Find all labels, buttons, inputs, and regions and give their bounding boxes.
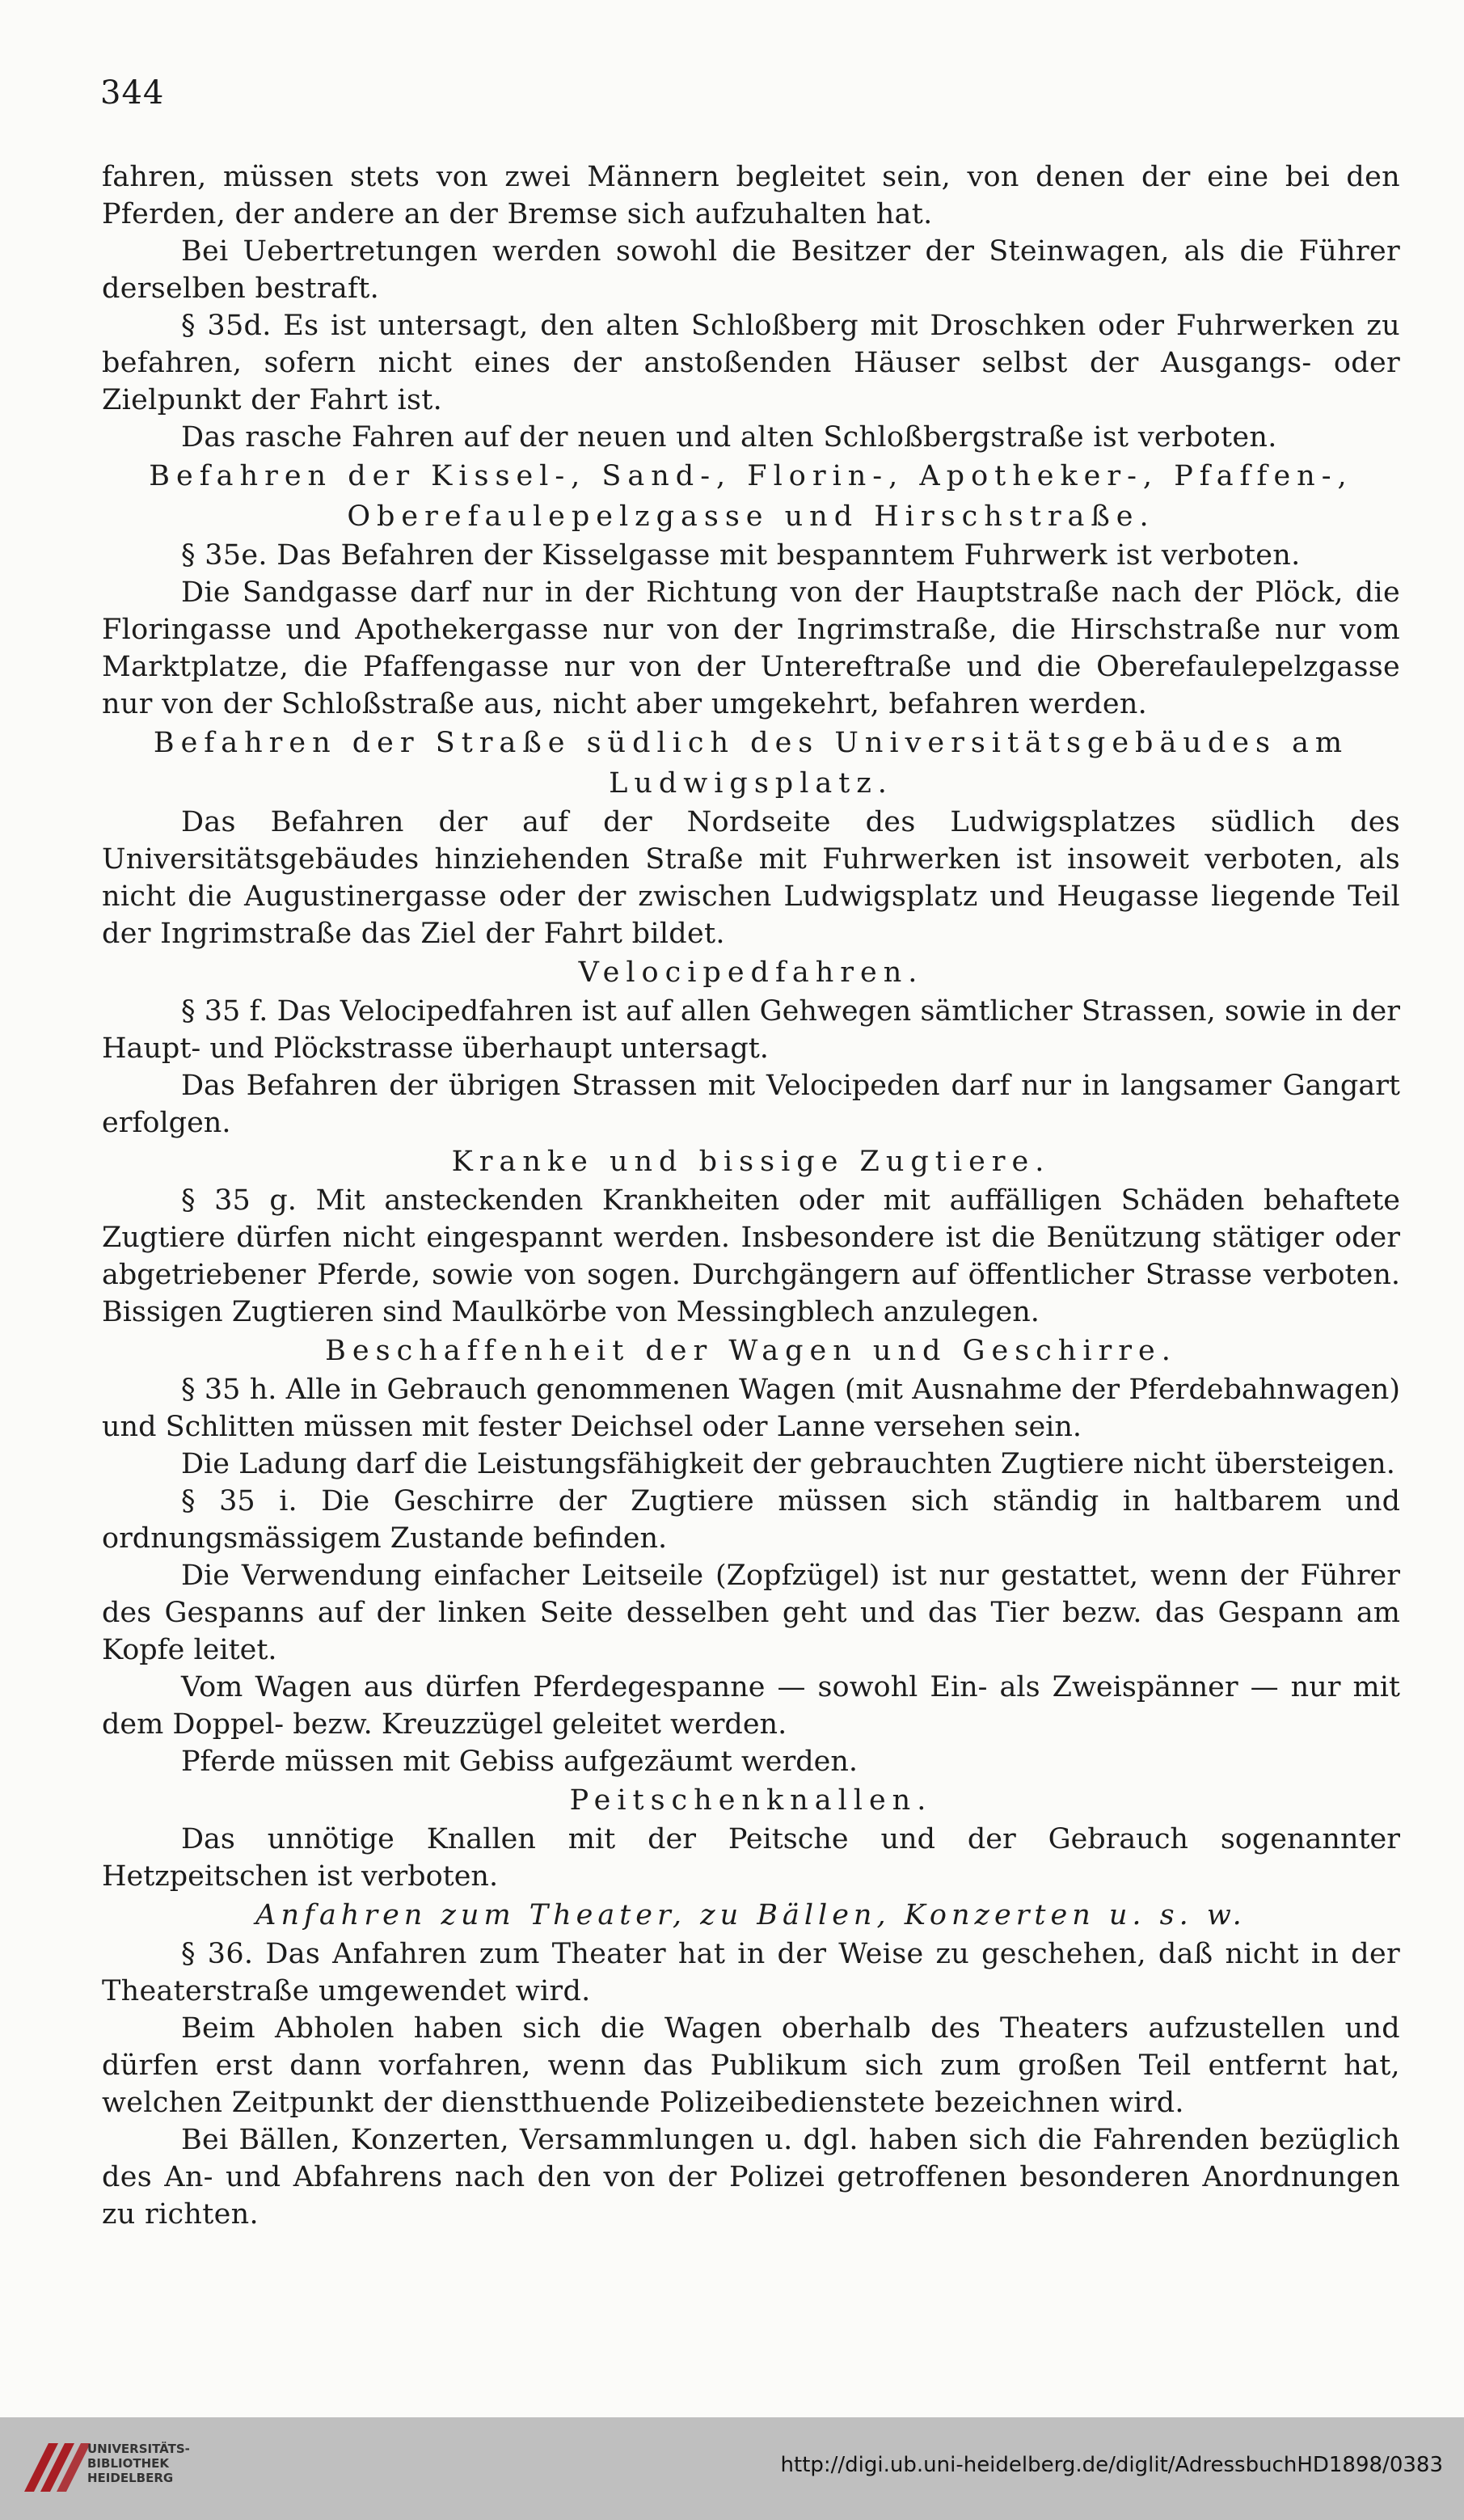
paragraph: § 35 h. Alle in Gebrauch genommenen Wagen (mit Ausnahme der Pferdebahnwagen) und Schlitten müssen mit fester Deichsel oder Lanne versehen sein. bbox=[102, 1374, 1400, 1443]
paragraph: § 35d. Es ist untersagt, den alten Schloßberg mit Droschken oder Fuhrwerken zu befahren, sofern nicht eines der anstoßenden Häuser selbst der Ausgangs- oder Zielpunkt der Fahrt ist. bbox=[102, 310, 1400, 416]
paragraph: § 35 g. Mit ansteckenden Krankheiten oder mit auffälligen Schäden behaftete Zugtiere dürfen nicht eingespannt werden. Insbesondere ist die Benützung stätiger oder abgetriebener Pferde, sowie von sogen. Durchgängern auf öffentlicher Strasse verboten. Bissigen Zugtieren sind Maulkörbe von Messingblech anzulegen. bbox=[102, 1184, 1400, 1328]
section-heading: Befahren der Kissel-, Sand-, Florin-, Apotheker-, Pfaffen-, Oberefaulepelzgasse und Hirschstraße. bbox=[149, 460, 1353, 533]
paragraph: § 35 f. Das Velocipedfahren ist auf allen Gehwegen sämtlicher Strassen, sowie in der Haupt- und Plöckstrasse überhaupt untersagt. bbox=[102, 995, 1400, 1065]
library-logo-text bbox=[87, 2442, 190, 2485]
section-heading: Peitschenknallen. bbox=[569, 1784, 933, 1817]
library-logo-icon bbox=[16, 2427, 97, 2508]
document-body bbox=[102, 158, 1400, 2233]
section-heading: Kranke und bissige Zugtiere. bbox=[451, 1146, 1051, 1178]
paragraph: Die Sandgasse darf nur in der Richtung von der Hauptstraße nach der Plöck, die Floringasse und Apothekergasse nur von der Ingrimstraße, die Hirschstraße nur vom Marktplatze, die Pfaffengasse nur von der Untereftraße und die Oberefaulepelzgasse nur von der Schloßstraße aus, nicht aber umgekehrt, befahren werden. bbox=[102, 576, 1400, 720]
logo-line: UNIVERSITÄTS- bbox=[87, 2442, 190, 2456]
paragraph: Bei Bällen, Konzerten, Versammlungen u. dgl. haben sich die Fahrenden bezüglich des An- und Abfahrens nach den von der Polizei getroffenen besonderen Anordnungen zu richten. bbox=[102, 2124, 1400, 2231]
paragraph: Pferde müssen mit Gebiss aufgezäumt werden. bbox=[181, 1745, 859, 1778]
section-heading: Velocipedfahren. bbox=[578, 956, 924, 989]
paragraph: Das Befahren der auf der Nordseite des Ludwigsplatzes südlich des Universitätsgebäudes hinziehenden Straße mit Fuhrwerken ist insoweit verboten, als nicht die Augustinergasse oder der zwischen Ludwigsplatz und Heugasse liegende Teil der Ingrimstraße das Ziel der Fahrt bildet. bbox=[102, 806, 1400, 950]
paragraph: Das rasche Fahren auf der neuen und alten Schloßbergstraße ist verboten. bbox=[181, 421, 1277, 454]
paragraph: Vom Wagen aus dürfen Pferdegespanne — sowohl Ein- als Zweispänner — nur mit dem Doppel- bezw. Kreuzzügel geleitet werden. bbox=[102, 1671, 1400, 1741]
paragraph: Das Befahren der übrigen Strassen mit Velocipeden darf nur in langsamer Gangart erfolgen. bbox=[102, 1070, 1400, 1139]
paragraph: Die Ladung darf die Leistungsfähigkeit der gebrauchten Zugtiere nicht übersteigen. bbox=[181, 1448, 1395, 1480]
paragraph: Die Verwendung einfacher Leitseile (Zopfzügel) ist nur gestattet, wenn der Führer des Gespanns auf der linken Seite desselben geht und das Tier bezw. das Gespann am Kopfe leitet. bbox=[102, 1560, 1400, 1666]
paragraph: fahren, müssen stets von zwei Männern begleitet sein, von denen der eine bei den Pferden, der andere an der Bremse sich aufzuhalten hat. bbox=[102, 161, 1400, 230]
paragraph: Bei Uebertretungen werden sowohl die Besitzer der Steinwagen, als die Führer derselben bestraft. bbox=[102, 235, 1400, 305]
paragraph: § 36. Das Anfahren zum Theater hat in der Weise zu geschehen, daß nicht in der Theaterstraße umgewendet wird. bbox=[102, 1938, 1400, 2007]
paragraph: § 35 i. Die Geschirre der Zugtiere müssen sich ständig in haltbarem und ordnungsmässigem Zustande befinden. bbox=[102, 1485, 1400, 1555]
paragraph: § 35e. Das Befahren der Kisselgasse mit bespanntem Fuhrwerk ist verboten. bbox=[181, 539, 1301, 572]
logo-line: BIBLIOTHEK bbox=[87, 2456, 169, 2471]
paragraph: Das unnötige Knallen mit der Peitsche und der Gebrauch sogenannter Hetzpeitschen ist verboten. bbox=[102, 1823, 1400, 1893]
section-heading: Anfahren zum Theater, zu Bällen, Konzerten u. s. w. bbox=[255, 1899, 1247, 1931]
logo-line: HEIDELBERG bbox=[87, 2471, 174, 2485]
source-url[interactable]: http://digi.ub.uni-heidelberg.de/diglit/AdressbuchHD1898/0383 bbox=[780, 2453, 1443, 2477]
footer-bar bbox=[0, 2417, 1464, 2520]
section-heading: Beschaffenheit der Wagen und Geschirre. bbox=[325, 1335, 1177, 1367]
paragraph: Beim Abholen haben sich die Wagen oberhalb des Theaters aufzustellen und dürfen erst dann vorfahren, wenn das Publikum sich zum großen Teil entfernt hat, welchen Zeitpunkt der dienstthuende Polizeibedienstete bezeichnen wird. bbox=[102, 2012, 1400, 2119]
section-heading: Befahren der Straße südlich des Universitätsgebäudes am Ludwigsplatz. bbox=[153, 727, 1349, 800]
page-number: 344 bbox=[100, 74, 165, 112]
